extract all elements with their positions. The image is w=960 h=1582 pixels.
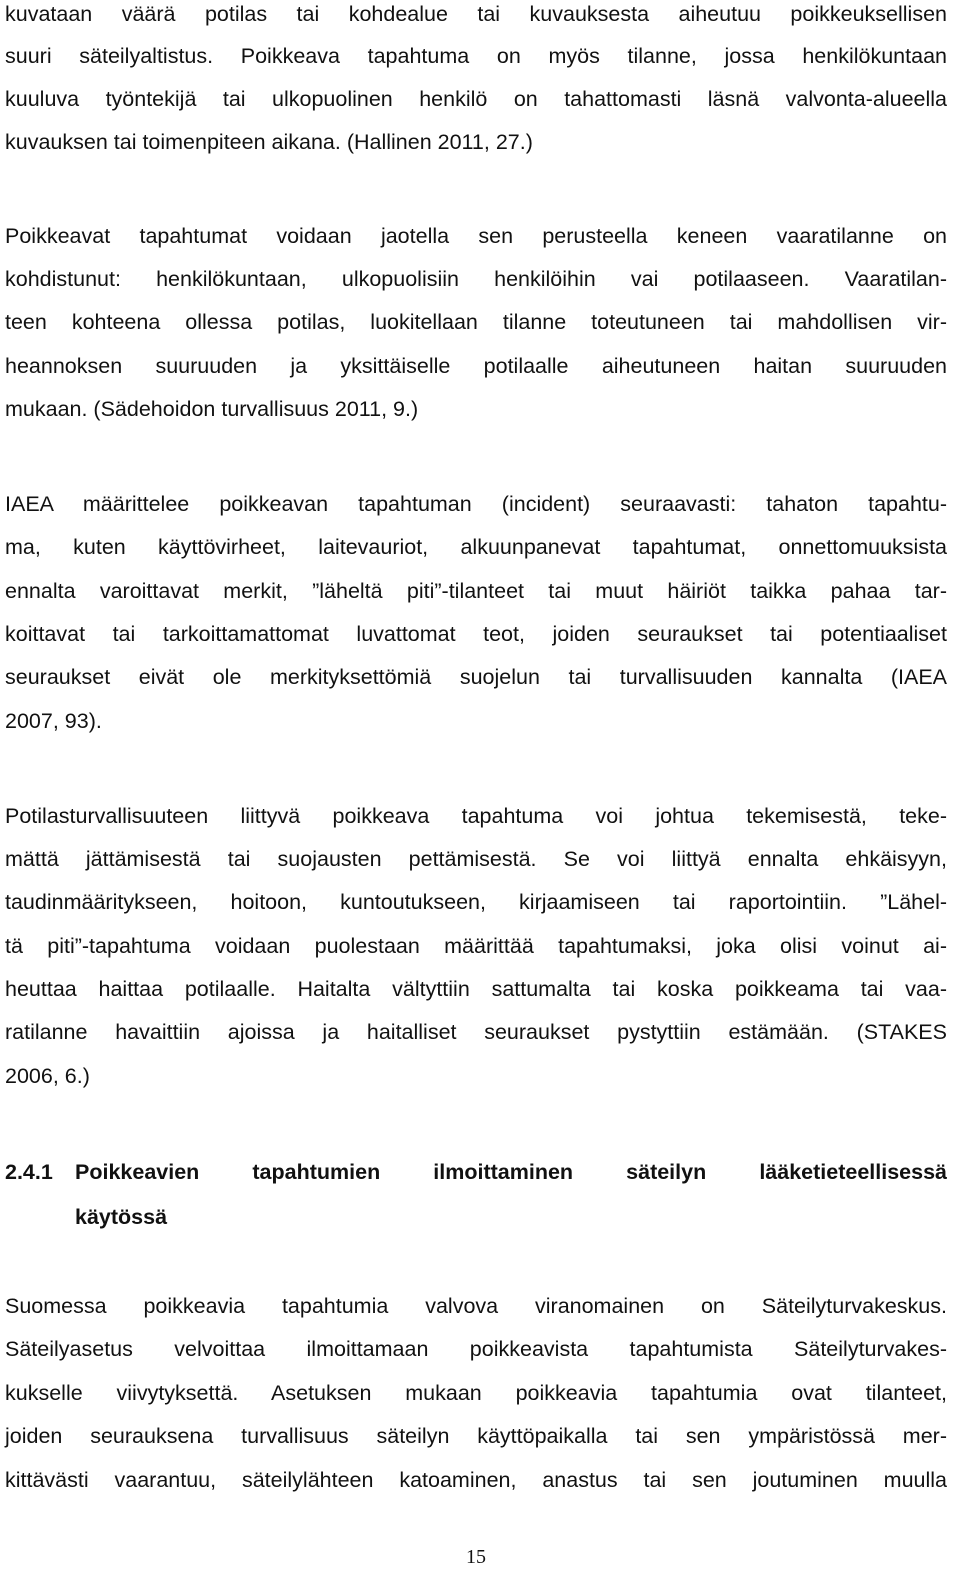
text-line: ma, kuten käyttövirheet, laitevauriot, alkuunpanevat tapahtumat, onnettomuuksista bbox=[5, 535, 947, 559]
text-line: heannoksen suuruuden ja yksittäiselle potilaalle aiheutuneen haitan suuruuden bbox=[5, 354, 947, 378]
text-line: ratilanne havaittiin ajoissa ja haitalliset seuraukset pystyttiin estämään. (STAKES bbox=[5, 1020, 947, 1044]
text-line: koittavat tai tarkoittamattomat luvattomat teot, joiden seuraukset tai potentiaaliset bbox=[5, 622, 947, 646]
text-line: kuvauksen tai toimenpiteen aikana. (Hallinen 2011, 27.) bbox=[5, 130, 533, 154]
text-line: heuttaa haittaa potilaalle. Haitalta vältyttiin sattumalta tai koska poikkeama tai vaa- bbox=[5, 977, 947, 1001]
text-line: ennalta varoittavat merkit, ”läheltä piti”-tilanteet tai muut häiriöt taikka pahaa tar- bbox=[5, 579, 947, 603]
page-number: 15 bbox=[466, 1546, 486, 1568]
text-line: taudinmääritykseen, hoitoon, kuntoutukseen, kirjaamiseen tai raportointiin. ”Lähel- bbox=[5, 890, 947, 914]
section-title-line: Poikkeavien tapahtumien ilmoittaminen säteilyn lääketieteellisessä bbox=[75, 1160, 947, 1184]
text-line: kuvataan väärä potilas tai kohdealue tai kuvauksesta aiheutuu poikkeuksellisen bbox=[5, 2, 947, 26]
text-line: kohdistunut: henkilökuntaan, ulkopuolisiin henkilöihin vai potilaaseen. Vaaratilan- bbox=[5, 267, 947, 291]
section-number: 2.4.1 bbox=[5, 1160, 53, 1184]
text-line: kittävästi vaarantuu, säteilylähteen katoaminen, anastus tai sen joutuminen muulla bbox=[5, 1468, 947, 1492]
text-line: mättä jättämisestä tai suojausten pettämisestä. Se voi liittyä ennalta ehkäisyyn, bbox=[5, 847, 947, 871]
text-line: suuri säteilyaltistus. Poikkeava tapahtuma on myös tilanne, jossa henkilökuntaan bbox=[5, 44, 947, 68]
text-line: Säteilyasetus velvoittaa ilmoittamaan poikkeavista tapahtumista Säteilyturvakes- bbox=[5, 1337, 947, 1361]
text-line: joiden seurauksena turvallisuus säteilyn käyttöpaikalla tai sen ympäristössä mer- bbox=[5, 1424, 947, 1448]
text-line: IAEA määrittelee poikkeavan tapahtuman (incident) seuraavasti: tahaton tapahtu- bbox=[5, 492, 947, 516]
text-line: Poikkeavat tapahtumat voidaan jaotella sen perusteella keneen vaaratilanne on bbox=[5, 224, 947, 248]
text-line: mukaan. (Sädehoidon turvallisuus 2011, 9.) bbox=[5, 397, 419, 421]
text-line: Potilasturvallisuuteen liittyvä poikkeava tapahtuma voi johtua tekemisestä, teke- bbox=[5, 804, 947, 828]
text-line: 2006, 6.) bbox=[5, 1064, 90, 1088]
text-line: kukselle viivytyksettä. Asetuksen mukaan poikkeavia tapahtumia ovat tilanteet, bbox=[5, 1381, 947, 1405]
text-line: tä piti”-tapahtuma voidaan puolestaan määrittää tapahtumaksi, joka olisi voinut ai- bbox=[5, 934, 947, 958]
text-line: seuraukset eivät ole merkityksettömiä suojelun tai turvallisuuden kannalta (IAEA bbox=[5, 665, 947, 689]
section-title-line: käytössä bbox=[75, 1205, 168, 1229]
text-line: Suomessa poikkeavia tapahtumia valvova viranomainen on Säteilyturvakeskus. bbox=[5, 1294, 947, 1318]
text-line: kuuluva työntekijä tai ulkopuolinen henkilö on tahattomasti läsnä valvonta-alueella bbox=[5, 87, 947, 111]
text-line: 2007, 93). bbox=[5, 709, 102, 733]
text-line: teen kohteena ollessa potilas, luokitellaan tilanne toteutuneen tai mahdollisen vir- bbox=[5, 310, 947, 334]
